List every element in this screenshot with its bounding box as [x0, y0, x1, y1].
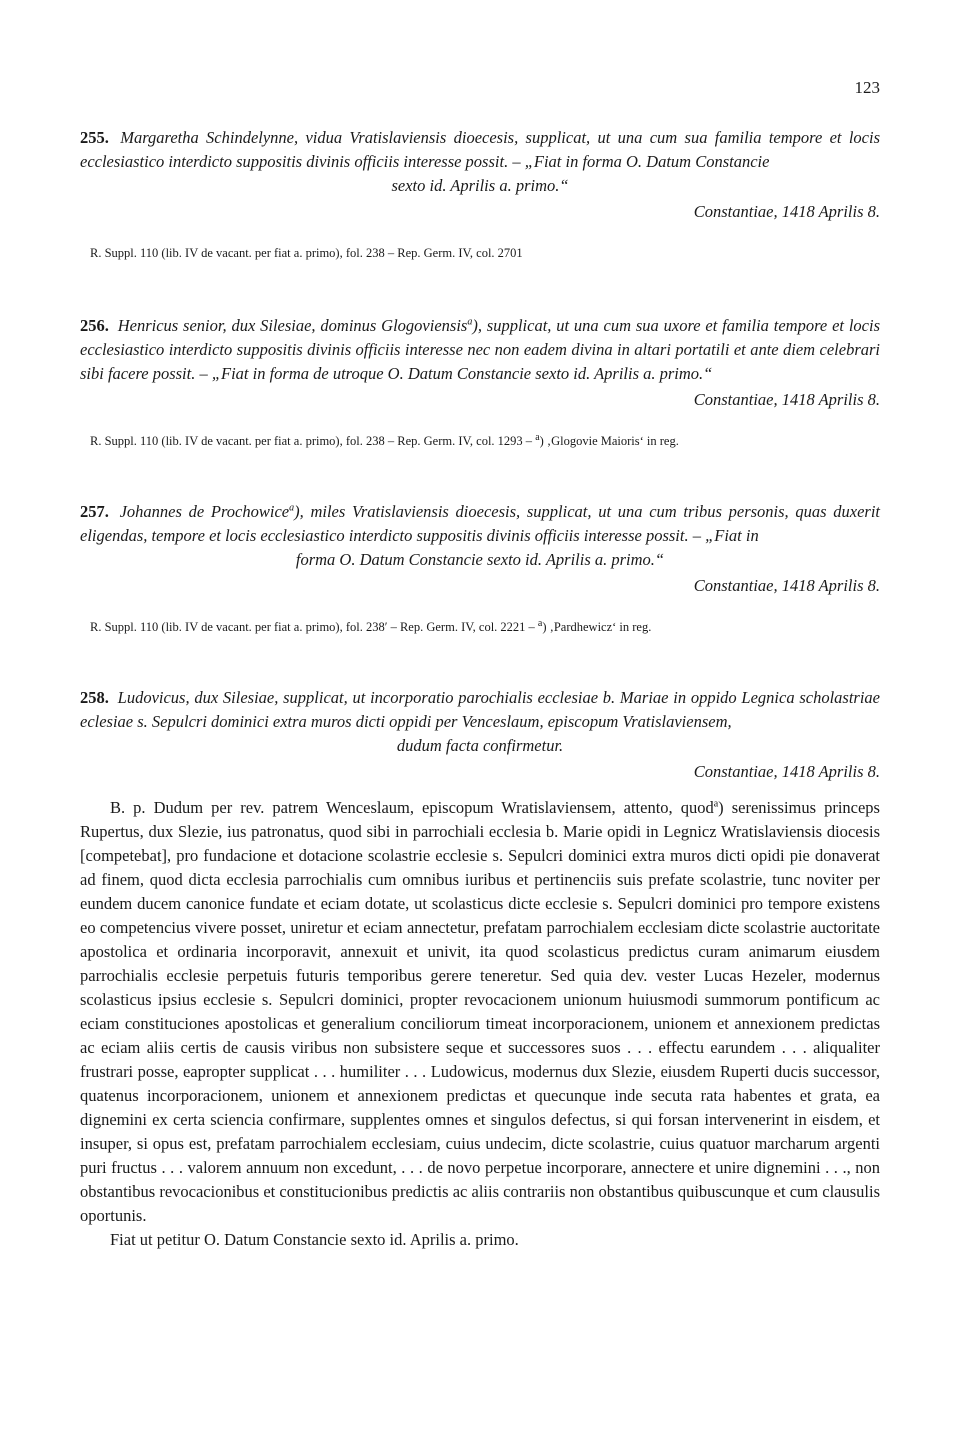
footnote-mark: a: [713, 798, 719, 810]
entry-reference: [80, 433, 880, 449]
entry-256: [80, 314, 880, 449]
entry-number: 255.: [80, 128, 109, 147]
entry-text-tail: dudum facta confirmetur.: [396, 736, 564, 755]
entry-text-cont: ), supplicat, ut una cum sua uxore et familia tempore et locis ecclesiastico interdicto suppositis divinis officiis interesse nec non eadem divina in altari portatili et ante diem celebrari sibi facere possit. – „Fiat in forma de utroque O. Datum Constancie sexto id. Aprilis a. primo.“: [80, 316, 880, 383]
footnote-mark: a: [467, 316, 473, 328]
reference-footnote: ) ‚Glogovie Maioris‘ in reg.: [539, 434, 679, 448]
entry-text: Johannes de Prochowice: [119, 502, 290, 521]
entry-258-heading: [80, 686, 880, 758]
page-number: 123: [854, 78, 880, 97]
entry-number: 257.: [80, 502, 109, 521]
entry-258: [80, 686, 880, 784]
entry-text-tail: sexto id. Aprilis a. primo.“: [391, 176, 569, 195]
entry-text-cont: ), miles Vratislaviensis dioecesis, supplicat, ut una cum tribus personis, quas duxerit eligendas, tempore et locis ecclesiastico interdicto suppositis divinis officiis interesse possit. – „Fiat in: [80, 502, 881, 545]
entry-place-date: Constantiae, 1418 Aprilis 8.: [693, 390, 880, 409]
entry-place-date: Constantiae, 1418 Aprilis 8.: [693, 576, 880, 595]
body-text-cont: ) serenissimus princeps Rupertus, dux Slezie, ius patronatus, quod sibi in parrochiali ecclesia b. Marie opidi in Legnicz Wratislaviensis diocesis [competebat], pro fundacione et dotacione scolastrie ecclesie s. Sepulcri dominici extra muros dicti opidi pie donaverat ad finem, quod dicta ecclesia parrochialis cum omnibus iuribus et pertinenciis suis prefate scolastrie, tunc noviter per eundem ducem canonice fundate et eciam dotate, ut scolasticus dicte ecclesie s. Sepulcri dominici pro tempore existens eo competencius vivere posset, uniretur et eciam annectetur, prefatam parrochialem ecclesiam dicte scolastrie auctoritate apostolica et ordinaria incorporavit, annexuit et univit, ita quod scolasticus predictus curam animarum eiusdem parrochialis ecclesie perpetuis futuris temporibus gerere teneretur. Sed quia dev. vester Lucas Hezeler, modernus scolasticus ipsius ecclesie s. Sepulcri dominici, propter revocacionem unionum huiusmodi summorum pontificum ac eciam constituciones apostolicas et generalium conciliorum timeat incorporacionem, unionem et annexionem predictas ac eciam aliis certis de causis viribus non subsistere seque et successores suos . . . effectu earundem . . . aliqualiter frustrari posse, eapropter supplicat . . . humiliter . . . Ludowicus, modernus dux Slezie, eiusdem Ruperti ducis successor, quatenus incorporacionem, unionem et annexionem predictas et quecunque inde secuta rata habentes et grata, ea dignemini ex certa sciencia confirmare, supplentes omnes et singulos defectus, si qui forsan intervenerint in eisdem, et insuper, si opus est, prefatam parrochialem ecclesiam, cuius undecim, dicte scolastrie, cuius quatuor marcharum argenti puri fructus . . . valorem annuum non excedunt, . . . de novo perpetue incorporare, annectere et unire dignemini . . ., non obstantibus revocacionibus et constitucionibus predictis ac aliis contrariis non obstantibus quibuscunque et cum clausulis oportunis.: [80, 798, 880, 1225]
entry-reference: R. Suppl. 110 (lib. IV de vacant. per fiat a. primo), fol. 238 – Rep. Germ. IV, col. 2701: [90, 246, 523, 260]
entry-258-body: [80, 796, 880, 1252]
entry-text-tail: forma O. Datum Constancie sexto id. Aprilis a. primo.“: [295, 550, 665, 569]
body-text: B. p. Dudum per rev. patrem Wenceslaum, episcopum Wratislaviensem, attento, quod: [110, 798, 714, 817]
entry-reference: [80, 619, 880, 635]
body-paragraph: [80, 796, 880, 1228]
footnote-mark: a: [537, 617, 543, 629]
entry-place-date: Constantiae, 1418 Aprilis 8.: [693, 202, 880, 221]
reference-footnote: ) ‚Pardhewicz‘ in reg.: [542, 620, 652, 634]
reference-text: R. Suppl. 110 (lib. IV de vacant. per fiat a. primo), fol. 238′ – Rep. Germ. IV, col. 2221 –: [90, 620, 538, 634]
footnote-mark: a: [535, 431, 540, 443]
footnote-mark: a: [289, 502, 295, 514]
entry-place-date: Constantiae, 1418 Aprilis 8.: [693, 762, 880, 781]
reference-text: R. Suppl. 110 (lib. IV de vacant. per fiat a. primo), fol. 238 – Rep. Germ. IV, col. 1293 –: [90, 434, 536, 448]
entry-number: 256.: [80, 316, 109, 335]
entry-257-heading: [80, 500, 880, 572]
body-paragraph-final: Fiat ut petitur O. Datum Constancie sexto id. Aprilis a. primo.: [110, 1230, 519, 1249]
entry-text: Margaretha Schindelynne, vidua Vratislaviensis dioecesis, supplicat, ut una cum sua familia tempore et locis ecclesiastico interdicto suppositis divinis officiis interesse possit. – „Fiat in forma O. Datum Constancie: [80, 128, 881, 171]
entry-256-heading: [80, 314, 880, 386]
entry-255-heading: [80, 126, 880, 198]
entry-255: [80, 126, 880, 261]
entry-text: Ludovicus, dux Silesiae, supplicat, ut incorporatio parochialis ecclesiae b. Mariae in oppido Legnica scholastriae eclesiae s. Sepulcri dominici extra muros dicti oppidi per Venceslaum, episcopum Vratislaviensem,: [80, 688, 880, 731]
entry-257: [80, 500, 880, 635]
entry-text: Henricus senior, dux Silesiae, dominus Glogoviensis: [117, 316, 468, 335]
entry-number: 258.: [80, 688, 109, 707]
